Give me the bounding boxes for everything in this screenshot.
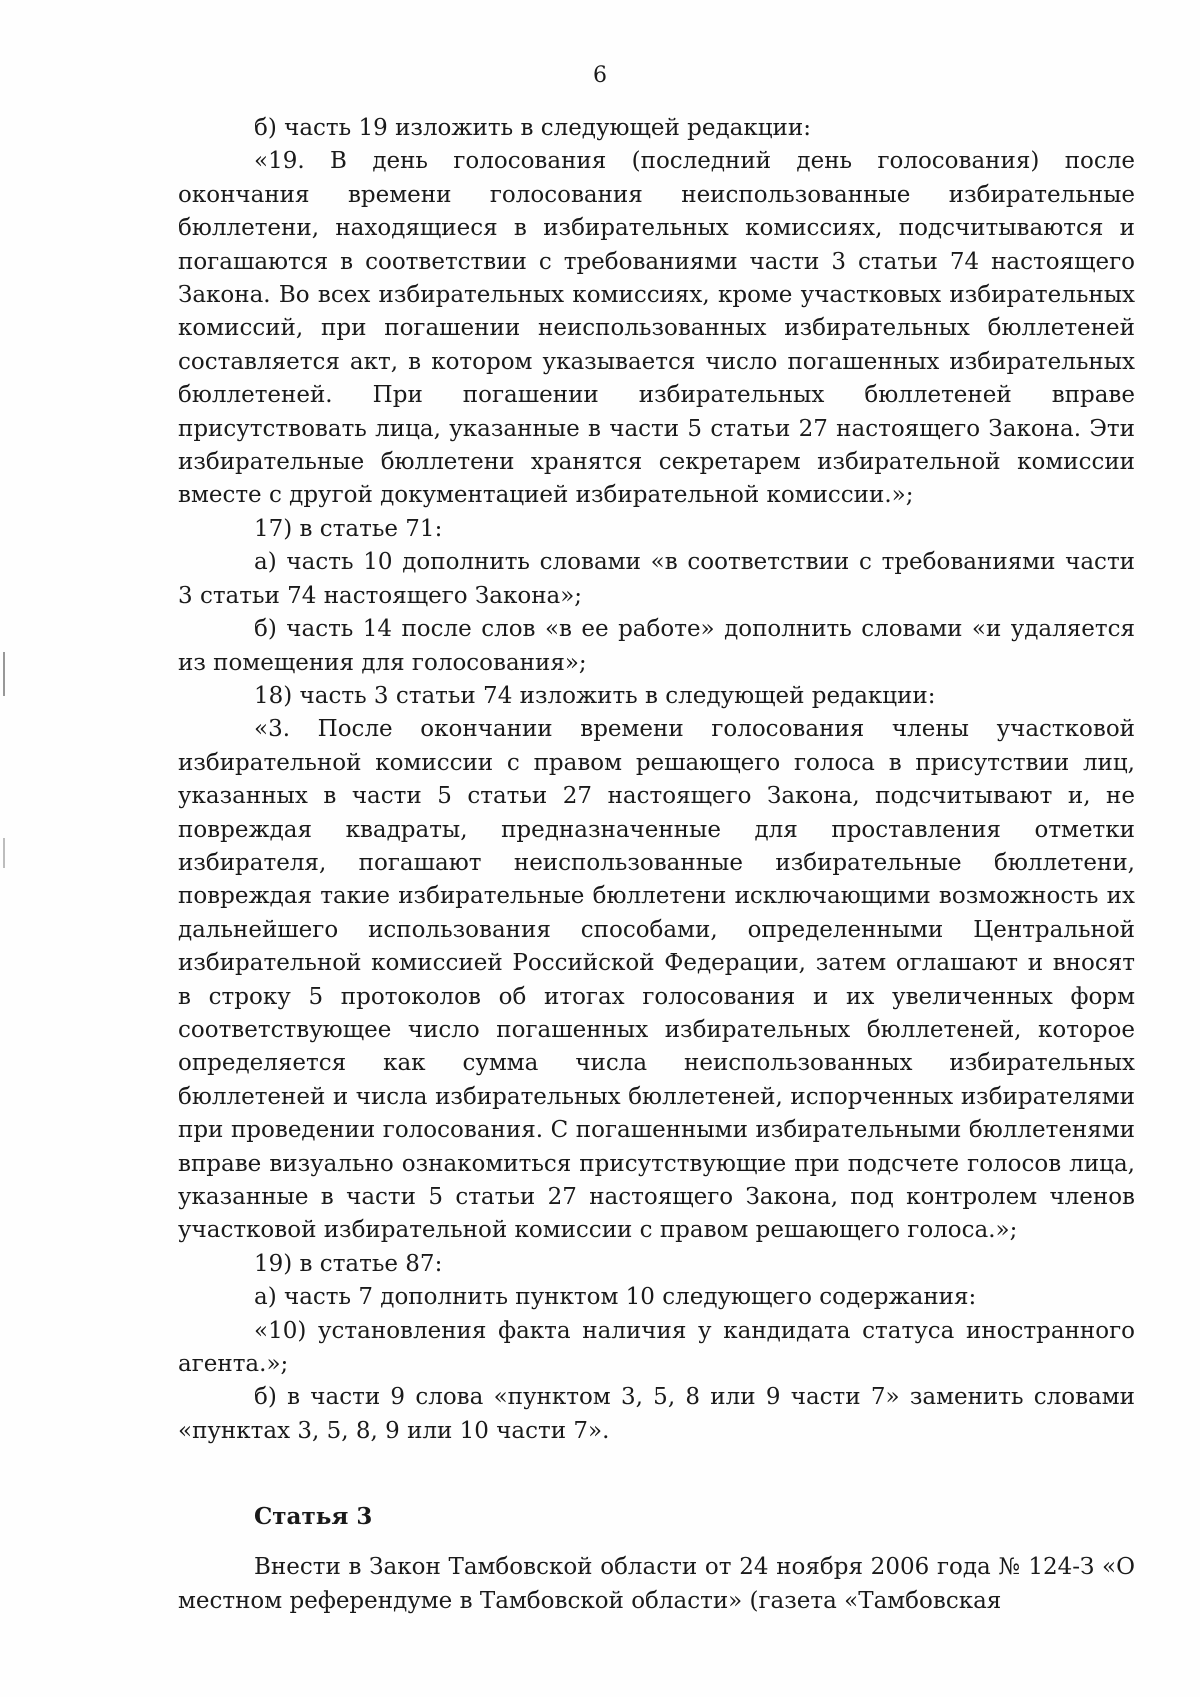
article-heading: Статья 3	[254, 1503, 373, 1531]
paragraph: «19. В день голосования (последний день голосования) после окончания времени голосования неиспользованные избирательные бюллетени, находящиеся в избирательных комиссиях, подсчитываются и погашаются в соответствии с требованиями части 3 статьи 74 настоящего Закона. Во всех избирательных комиссиях, кроме участковых избирательных комиссий, при погашении неиспользованных избирательных бюллетеней составляется акт, в котором указывается число погашенных избирательных бюллетеней. При погашении избирательных бюллетеней вправе присутствовать лица, указанные в части 5 статьи 27 настоящего Закона. Эти избирательные бюллетени хранятся секретарем избирательной комиссии вместе с другой документацией избирательной комиссии.»;	[178, 148, 1135, 509]
paragraph: б) в части 9 слова «пунктом 3, 5, 8 или 9 части 7» заменить словами «пунктах 3, 5, 8, 9 или 10 части 7».	[178, 1384, 1135, 1444]
paragraph: 18) часть 3 статьи 74 изложить в следующей редакции:	[254, 682, 936, 709]
scan-edge-mark	[3, 838, 5, 868]
paragraph: а) часть 10 дополнить словами «в соответствии с требованиями части 3 статьи 74 настоящего Закона»;	[178, 549, 1135, 609]
paragraph: б) часть 19 изложить в следующей редакции:	[254, 115, 811, 141]
document-body	[178, 112, 1135, 1618]
paragraph: Внести в Закон Тамбовской области от 24 ноября 2006 года № 124-З «О местном референдуме в Тамбовской области» (газета «Тамбовская	[178, 1554, 1135, 1614]
paragraph: а) часть 7 дополнить пунктом 10 следующего содержания:	[254, 1284, 977, 1311]
page-number: 6	[593, 63, 607, 88]
scan-edge-mark	[3, 652, 5, 696]
paragraph: 17) в статье 71:	[254, 515, 443, 542]
paragraph: «10) установления факта наличия у кандидата статуса иностранного агента.»;	[178, 1317, 1135, 1378]
paragraph: «3. После окончании времени голосования члены участковой избирательной комиссии с правом решающего голоса в присутствии лиц, указанных в части 5 статьи 27 настоящего Закона, подсчитывают и, не повреждая квадраты, предназначенные для проставления отметки избирателя, погашают неиспользованные избирательные бюллетени, повреждая такие избирательные бюллетени исключающими возможность их дальнейшего использования способами, определенными Центральной избирательной комиссией Российской Федерации, затем оглашают и вносят в строку 5 протоколов об итогах голосования и их увеличенных форм соответствующее число погашенных избирательных бюллетеней, которое определяется как сумма числа неиспользованных избирательных бюллетеней и числа избирательных бюллетеней, испорченных избирателями при проведении голосования. С погашенными избирательными бюллетенями вправе визуально ознакомиться присутствующие при подсчете голосов лица, указанные в части 5 статьи 27 настоящего Закона, под контролем членов участковой избирательной комиссии с правом решающего голоса.»;	[178, 716, 1135, 1244]
paragraph: 19) в статье 87:	[254, 1250, 443, 1277]
paragraph: б) часть 14 после слов «в ее работе» дополнить словами «и удаляется из помещения для голосования»;	[178, 616, 1135, 676]
